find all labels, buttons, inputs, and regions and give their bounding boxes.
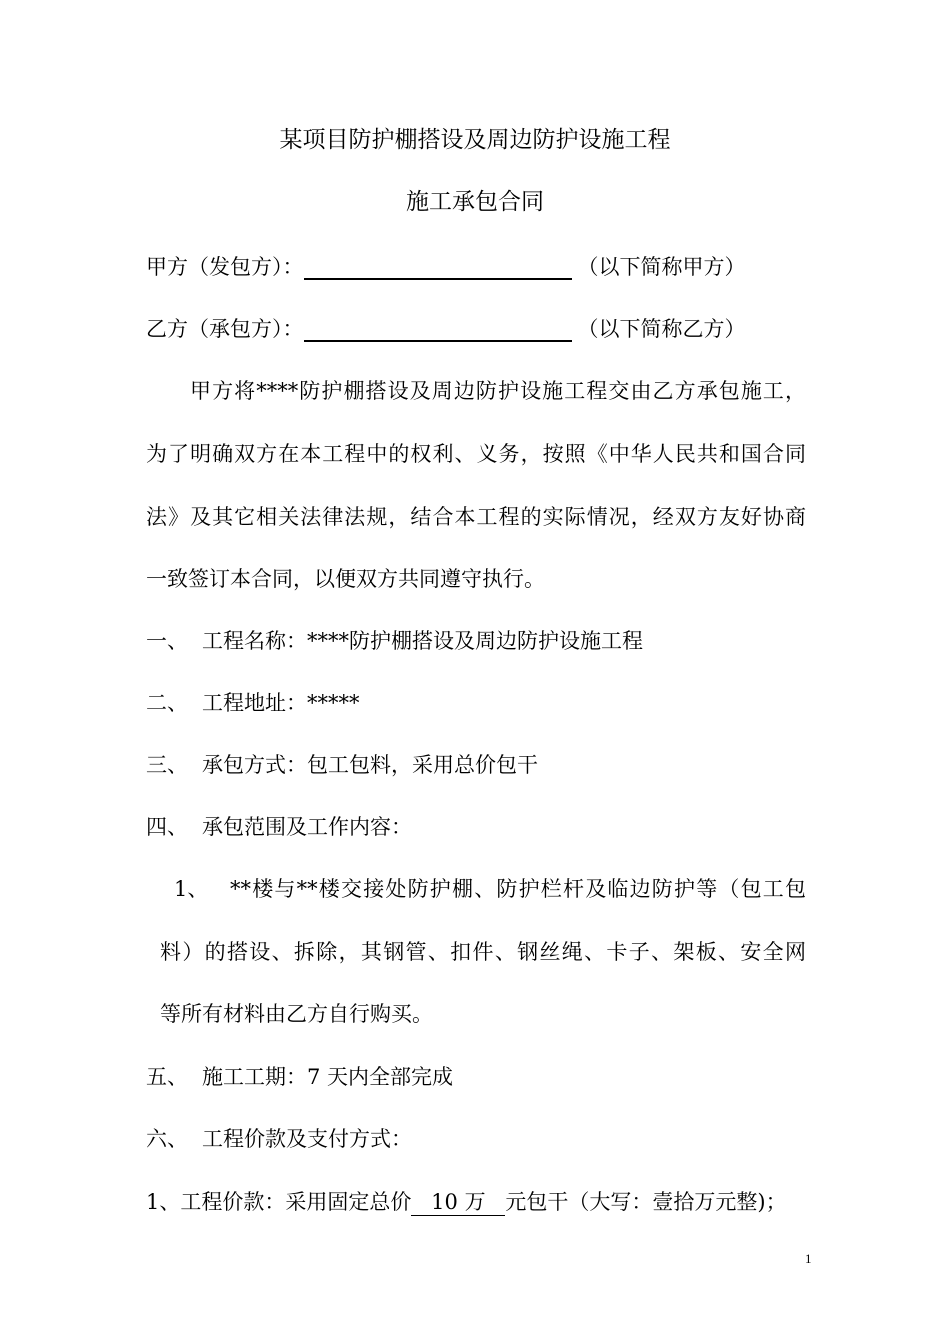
section-3-text: 承包方式：包工包料，采用总价包干: [202, 753, 538, 777]
document-subtitle: 施工承包合同: [406, 189, 544, 215]
section-3-number: 三、: [146, 753, 188, 777]
party-a-label: 甲方（发包方）：: [146, 255, 304, 279]
section-6: [146, 1126, 412, 1152]
party-b-blank[interactable]: [304, 318, 572, 342]
section-1: [146, 628, 643, 654]
payment-amount: 10 万: [411, 1189, 505, 1216]
section-4-item-line-3: 等所有材料由乙方自行购买。: [160, 1002, 433, 1026]
payment-suffix: 元包干（大写：壹拾万元整)；: [505, 1190, 787, 1214]
party-b-note: （以下简称乙方）: [577, 317, 746, 341]
section-1-text: 工程名称：****防护棚搭设及周边防护设施工程: [202, 629, 643, 653]
section-6-number: 六、: [146, 1127, 188, 1151]
intro-line-2: 为了明确双方在本工程中的权利、义务，按照《中华人民共和国合同: [146, 442, 806, 466]
section-4-item-line-2: 料）的搭设、拆除，其钢管、扣件、钢丝绳、卡子、架板、安全网: [160, 940, 806, 964]
intro-line-3: 法》及其它相关法律法规，结合本工程的实际情况，经双方友好协商: [146, 505, 806, 529]
section-2-text: 工程地址：*****: [202, 691, 360, 715]
payment-line: [146, 1189, 787, 1216]
party-b-line: [146, 316, 746, 342]
section-6-text: 工程价款及支付方式：: [202, 1127, 412, 1151]
section-5-text: 施工工期：7 天内全部完成: [202, 1065, 454, 1089]
intro-line-4: 一致签订本合同，以便双方共同遵守执行。: [146, 567, 545, 591]
section-4-text: 承包范围及工作内容：: [202, 815, 412, 839]
party-b-label: 乙方（承包方）：: [146, 317, 304, 341]
party-a-note: （以下简称甲方）: [577, 255, 746, 279]
section-1-number: 一、: [146, 629, 188, 653]
section-4-item-number: 1、: [174, 877, 209, 901]
page-number: 1: [805, 1251, 812, 1266]
section-2-number: 二、: [146, 691, 188, 715]
section-4: [146, 814, 412, 840]
party-a-blank[interactable]: [304, 256, 572, 280]
section-5-number: 五、: [146, 1065, 188, 1089]
section-4-number: 四、: [146, 815, 188, 839]
document-title: 某项目防护棚搭设及周边防护设施工程: [279, 127, 671, 153]
intro-line-1: 甲方将****防护棚搭设及周边防护设施工程交由乙方承包施工，: [190, 379, 806, 403]
section-3: [146, 752, 538, 778]
section-4-item-line-1: **楼与**楼交接处防护棚、防护栏杆及临边防护等（包工包: [230, 877, 806, 901]
section-2: [146, 690, 360, 716]
section-5: [146, 1064, 454, 1090]
payment-prefix: 1、工程价款：采用固定总价: [146, 1190, 412, 1214]
party-a-line: [146, 254, 746, 280]
